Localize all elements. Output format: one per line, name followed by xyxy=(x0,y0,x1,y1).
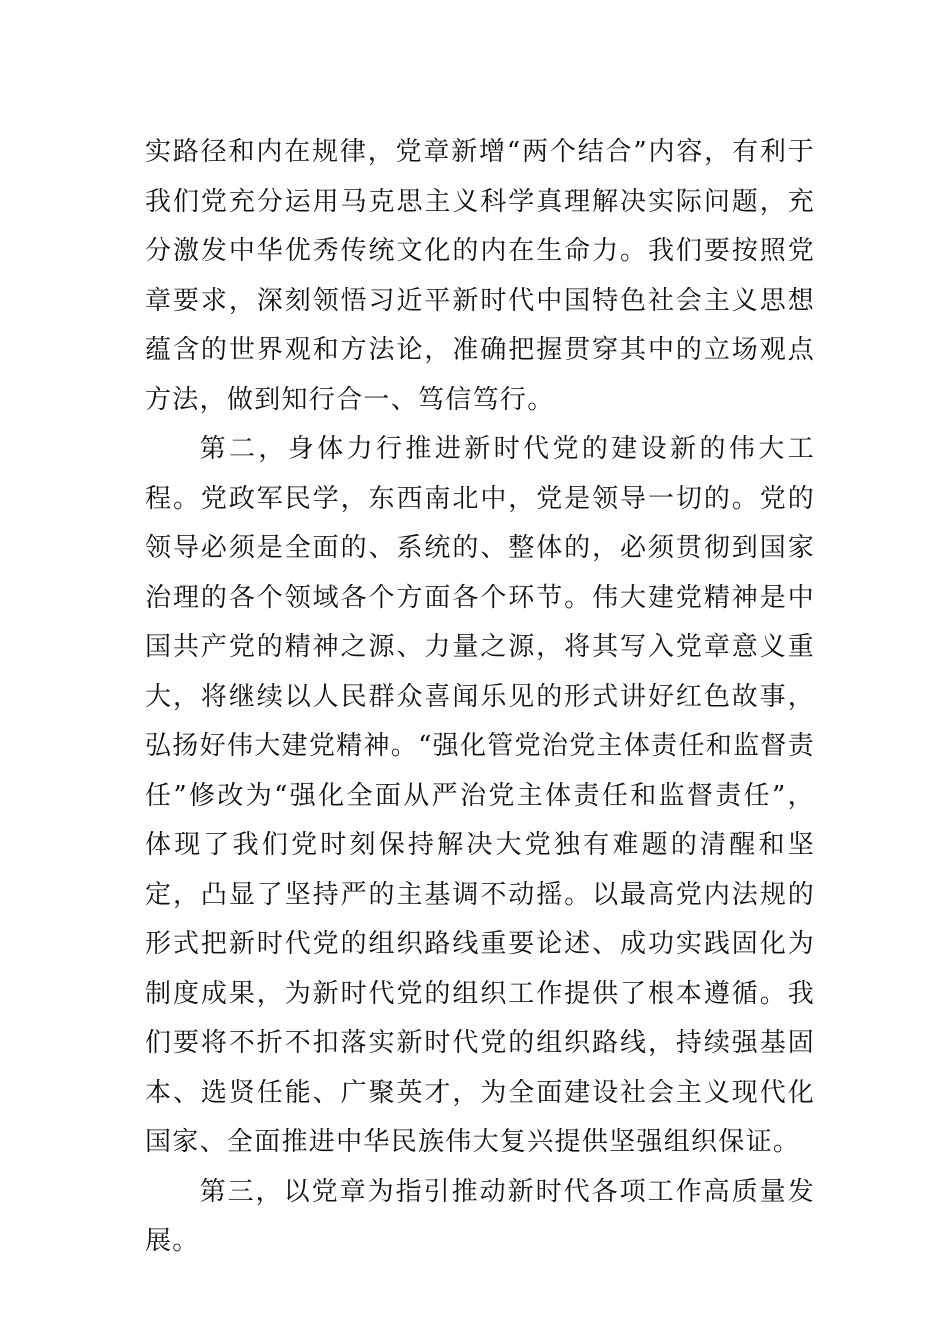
paragraph-continuation: 实路径和内在规律，党章新增“两个结合”内容，有利于我们党充分运用马克思主义科学真理解决实际问题，充分激发中华优秀传统文化的内在生命力。我们要按照党章要求，深刻领悟习近平新时代中国特色社会主义思想蕴含的世界观和方法论，准确把握贯穿其中的立场观点方法，做到知行合一、笃信笃行。 xyxy=(145,137,815,415)
paragraph-third-point: 第三，以党章为指引推动新时代各项工作高质量发展。 xyxy=(145,1176,815,1256)
document-body xyxy=(145,128,815,1267)
paragraph-second-point: 第二，身体力行推进新时代党的建设新的伟大工程。党政军民学，东西南北中，党是领导一切的。党的领导必须是全面的、系统的、整体的，必须贯彻到国家治理的各个领域各个方面各个环节。伟大建党精神是中国共产党的精神之源、力量之源，将其写入党章意义重大，将继续以人民群众喜闻乐见的形式讲好红色故事，弘扬好伟大建党精神。“强化管党治党主体责任和监督责任”修改为“强化全面从严治党主体责任和监督责任”，体现了我们党时刻保持解决大党独有难题的清醒和坚定，凸显了坚持严的主基调不动摇。以最高党内法规的形式把新时代党的组织路线重要论述、成功实践固化为制度成果，为新时代党的组织工作提供了根本遵循。我们要将不折不扣落实新时代党的组织路线，持续强基固本、选贤任能、广聚英才，为全面建设社会主义现代化国家、全面推进中华民族伟大复兴提供坚强组织保证。 xyxy=(145,434,815,1157)
